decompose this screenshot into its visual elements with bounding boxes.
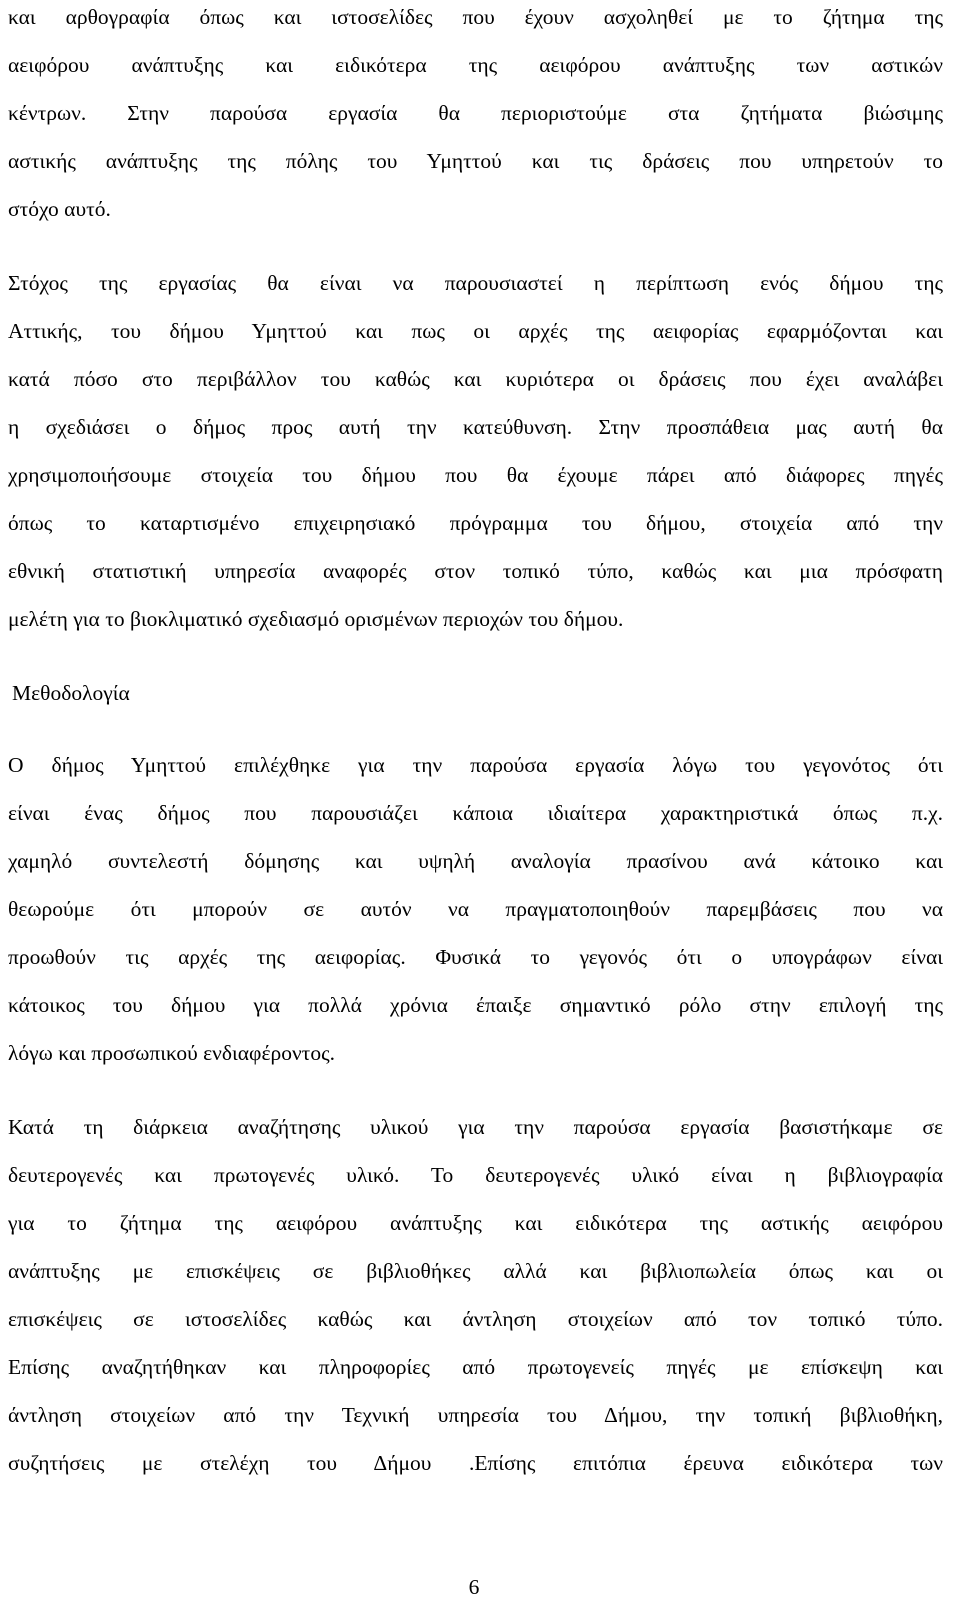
text-line: Ο δήμος Υμηττού επιλέχθηκε για την παρούσα εργασία λόγω του γεγονότος ότι bbox=[8, 753, 943, 777]
text-line: άντληση στοιχείων από την Τεχνική υπηρεσία του Δήμου, την τοπική βιβλιοθήκη, bbox=[8, 1403, 943, 1427]
text-line: εθνική στατιστική υπηρεσία αναφορές στον τοπικό τύπο, καθώς και μια πρόσφατη bbox=[8, 559, 943, 583]
text-line: κέντρων. Στην παρούσα εργασία θα περιοριστούμε στα ζητήματα βιώσιμης bbox=[8, 101, 943, 125]
text-line: δευτερογενές και πρωτογενές υλικό. Το δευτερογενές υλικό είναι η βιβλιογραφία bbox=[8, 1163, 943, 1187]
text-line: Επίσης αναζητήθηκαν και πληροφορίες από πρωτογενείς πηγές με επίσκεψη και bbox=[8, 1355, 943, 1379]
text-line: αειφόρου ανάπτυξης και ειδικότερα της αειφόρου ανάπτυξης των αστικών bbox=[8, 53, 943, 77]
text-line: μελέτη για το βιοκλιματικό σχεδιασμό ορισμένων περιοχών του δήμου. bbox=[8, 607, 624, 631]
text-line: Αττικής, του δήμου Υμηττού και πως οι αρχές της αειφορίας εφαρμόζονται και bbox=[8, 319, 943, 343]
text-line: στόχο αυτό. bbox=[8, 197, 111, 221]
text-line: είναι ένας δήμος που παρουσιάζει κάποια ιδιαίτερα χαρακτηριστικά όπως π.χ. bbox=[8, 801, 943, 825]
text-line: για το ζήτημα της αειφόρου ανάπτυξης και ειδικότερα της αστικής αειφόρου bbox=[8, 1211, 943, 1235]
text-line: όπως το καταρτισμένο επιχειρησιακό πρόγραμμα του δήμου, στοιχεία από την bbox=[8, 511, 943, 535]
text-line: προωθούν τις αρχές της αειφορίας. Φυσικά το γεγονός ότι ο υπογράφων είναι bbox=[8, 945, 943, 969]
text-line: θεωρούμε ότι μπορούν σε αυτόν να πραγματοποιηθούν παρεμβάσεις που να bbox=[8, 897, 943, 921]
text-line: ανάπτυξης με επισκέψεις σε βιβλιοθήκες αλλά και βιβλιοπωλεία όπως και οι bbox=[8, 1259, 943, 1283]
page-number: 6 bbox=[468, 1575, 480, 1599]
text-line: συζητήσεις με στελέχη του Δήμου .Επίσης επιτόπια έρευνα ειδικότερα των bbox=[8, 1451, 943, 1475]
text-line: και αρθογραφία όπως και ιστοσελίδες που έχουν ασχοληθεί με το ζήτημα της bbox=[8, 5, 943, 29]
text-line: Στόχος της εργασίας θα είναι να παρουσιαστεί η περίπτωση ενός δήμου της bbox=[8, 271, 943, 295]
text-line: επισκέψεις σε ιστοσελίδες καθώς και άντληση στοιχείων από τον τοπικό τύπο. bbox=[8, 1307, 943, 1331]
text-line: αστικής ανάπτυξης της πόλης του Υμηττού και τις δράσεις που υπηρετούν το bbox=[8, 149, 943, 173]
section-heading: Μεθοδολογία bbox=[12, 681, 130, 705]
text-line: η σχεδιάσει ο δήμος προς αυτή την κατεύθυνση. Στην προσπάθεια μας αυτή θα bbox=[8, 415, 943, 439]
text-line: χαμηλό συντελεστή δόμησης και υψηλή αναλογία πρασίνου ανά κάτοικο και bbox=[8, 849, 943, 873]
text-line: χρησιμοποιήσουμε στοιχεία του δήμου που θα έχουμε πάρει από διάφορες πηγές bbox=[8, 463, 943, 487]
text-line: κάτοικος του δήμου για πολλά χρόνια έπαιξε σημαντικό ρόλο στην επιλογή της bbox=[8, 993, 943, 1017]
text-line: Κατά τη διάρκεια αναζήτησης υλικού για την παρούσα εργασία βασιστήκαμε σε bbox=[8, 1115, 943, 1139]
text-line: λόγω και προσωπικού ενδιαφέροντος. bbox=[8, 1041, 335, 1065]
text-line: κατά πόσο στο περιβάλλον του καθώς και κυριότερα οι δράσεις που έχει αναλάβει bbox=[8, 367, 943, 391]
